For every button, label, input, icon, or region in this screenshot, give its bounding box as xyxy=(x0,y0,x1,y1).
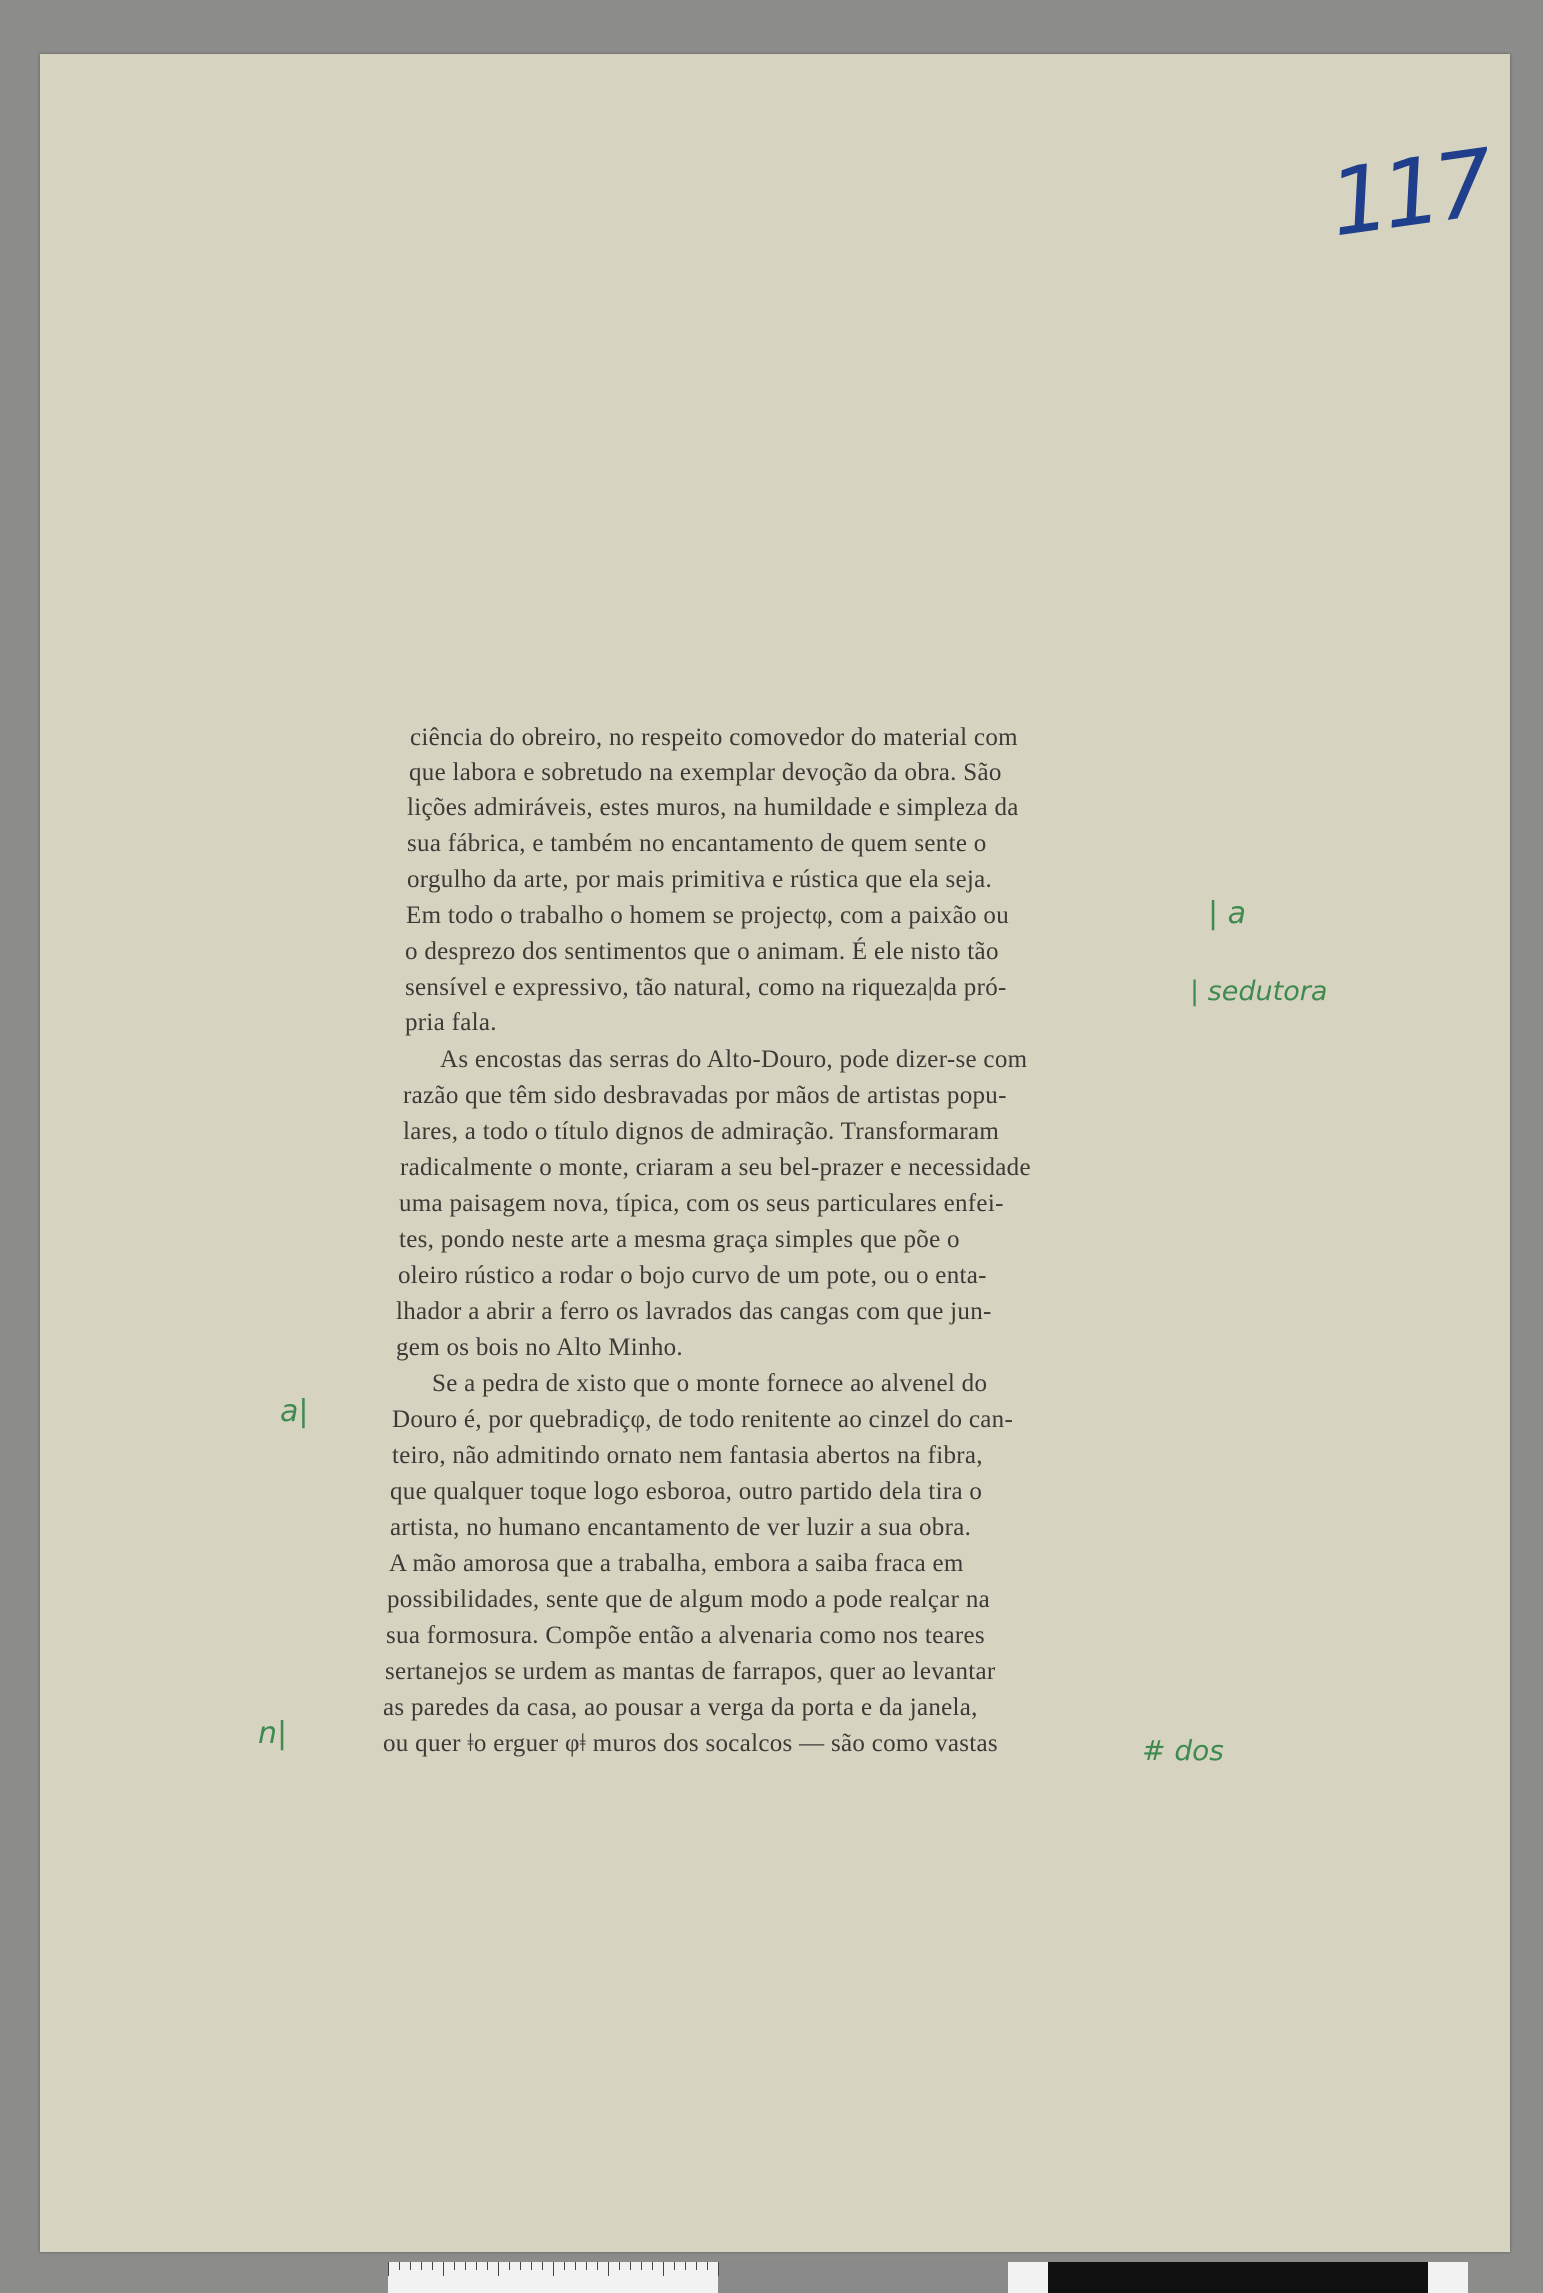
body-line: o desprezo dos sentimentos que o animam. É ele nisto tão xyxy=(405,938,999,965)
ruler-tick xyxy=(443,2262,444,2276)
ruler-tick xyxy=(575,2262,576,2270)
body-line: Em todo o trabalho o homem se projectφ, com a paixão ou xyxy=(406,902,1009,929)
margin-note: # dos xyxy=(1142,1734,1224,1767)
body-line: sertanejos se urdem as mantas de farrapos, quer ao levantar xyxy=(385,1658,996,1685)
body-line: A mão amorosa que a trabalha, embora a saiba fraca em xyxy=(389,1550,964,1577)
ruler-tick xyxy=(619,2262,620,2270)
ruler-tick xyxy=(509,2262,510,2270)
body-line: lhador a abrir a ferro os lavrados das cangas com que jun- xyxy=(396,1298,992,1325)
ruler-tick xyxy=(454,2262,455,2270)
ruler-tick xyxy=(597,2262,598,2270)
ruler-tick xyxy=(498,2262,499,2276)
body-line: sua formosura. Compõe então a alvenaria como nos teares xyxy=(386,1622,985,1649)
ruler-tick xyxy=(388,2262,389,2276)
body-line: Se a pedra de xisto que o monte fornece ao alvenel do xyxy=(432,1370,988,1397)
body-line: razão que têm sido desbravadas por mãos de artistas popu- xyxy=(403,1082,1007,1109)
ruler-tick xyxy=(586,2262,587,2270)
folio-number: 117 xyxy=(1323,129,1495,258)
body-line: radicalmente o monte, criaram a seu bel-prazer e necessidade xyxy=(400,1154,1031,1181)
ruler-tick xyxy=(685,2262,686,2270)
body-line: que labora e sobretudo na exemplar devoção da obra. São xyxy=(409,759,1002,786)
ruler-tick xyxy=(487,2262,488,2270)
body-line: orgulho da arte, por mais primitiva e rústica que ela seja. xyxy=(407,866,993,893)
body-line: teiro, não admitindo ornato nem fantasia abertos na fibra, xyxy=(392,1442,983,1469)
body-line: oleiro rústico a rodar o bojo curvo de um pote, ou o enta- xyxy=(398,1262,987,1289)
body-line: que qualquer toque logo esboroa, outro partido dela tira o xyxy=(390,1478,983,1505)
body-line: gem os bois no Alto Minho. xyxy=(396,1334,683,1361)
ruler-tick xyxy=(652,2262,653,2270)
ruler-tick xyxy=(432,2262,433,2270)
body-line: uma paisagem nova, típica, com os seus particulares enfei- xyxy=(399,1190,1004,1217)
ruler-tick xyxy=(718,2262,719,2276)
body-line: pria fala. xyxy=(405,1009,497,1036)
scale-ruler xyxy=(388,2262,1468,2293)
ruler-tick xyxy=(476,2262,477,2270)
margin-note: | sedutora xyxy=(1190,976,1328,1007)
ruler-tick xyxy=(707,2262,708,2270)
ruler-tick xyxy=(465,2262,466,2270)
body-line: sua fábrica, e também no encantamento de quem sente o xyxy=(407,830,987,857)
body-line: As encostas das serras do Alto-Douro, pode dizer-se com xyxy=(440,1046,1028,1073)
ruler-tick xyxy=(421,2262,422,2270)
body-line: as paredes da casa, ao pousar a verga da porta e da janela, xyxy=(383,1694,978,1721)
body-line: lições admiráveis, estes muros, na humildade e simpleza da xyxy=(407,794,1019,821)
ruler-tick xyxy=(553,2262,554,2276)
ruler-tick xyxy=(674,2262,675,2270)
margin-note: a| xyxy=(280,1394,309,1429)
ruler-tick xyxy=(399,2262,400,2270)
body-line: ciência do obreiro, no respeito comovedor do material com xyxy=(410,724,1018,751)
margin-note: | a xyxy=(1208,896,1247,931)
body-line: Douro é, por quebradiçφ, de todo renitente ao cinzel do can- xyxy=(392,1406,1014,1433)
body-line: sensível e expressivo, tão natural, como na riqueza|da pró- xyxy=(405,974,1007,1001)
ruler-tick xyxy=(663,2262,664,2276)
ruler-tick xyxy=(641,2262,642,2270)
body-line: tes, pondo neste arte a mesma graça simples que põe o xyxy=(399,1226,960,1253)
ruler-tick xyxy=(564,2262,565,2270)
ruler-tick xyxy=(630,2262,631,2270)
ruler-tick xyxy=(531,2262,532,2270)
ruler-tick xyxy=(410,2262,411,2270)
ruler-tick xyxy=(696,2262,697,2270)
margin-note: n| xyxy=(258,1716,288,1751)
ruler-tick xyxy=(542,2262,543,2270)
body-line: possibilidades, sente que de algum modo a pode realçar na xyxy=(387,1586,991,1613)
ruler-tick xyxy=(520,2262,521,2270)
body-line: artista, no humano encantamento de ver luzir a sua obra. xyxy=(390,1514,972,1541)
body-line: lares, a todo o título dignos de admiração. Transformaram xyxy=(403,1118,1000,1145)
ruler-tick xyxy=(608,2262,609,2276)
body-line: ou quer ǂo erguer φǂ muros dos socalcos — são como vastas xyxy=(383,1730,998,1757)
